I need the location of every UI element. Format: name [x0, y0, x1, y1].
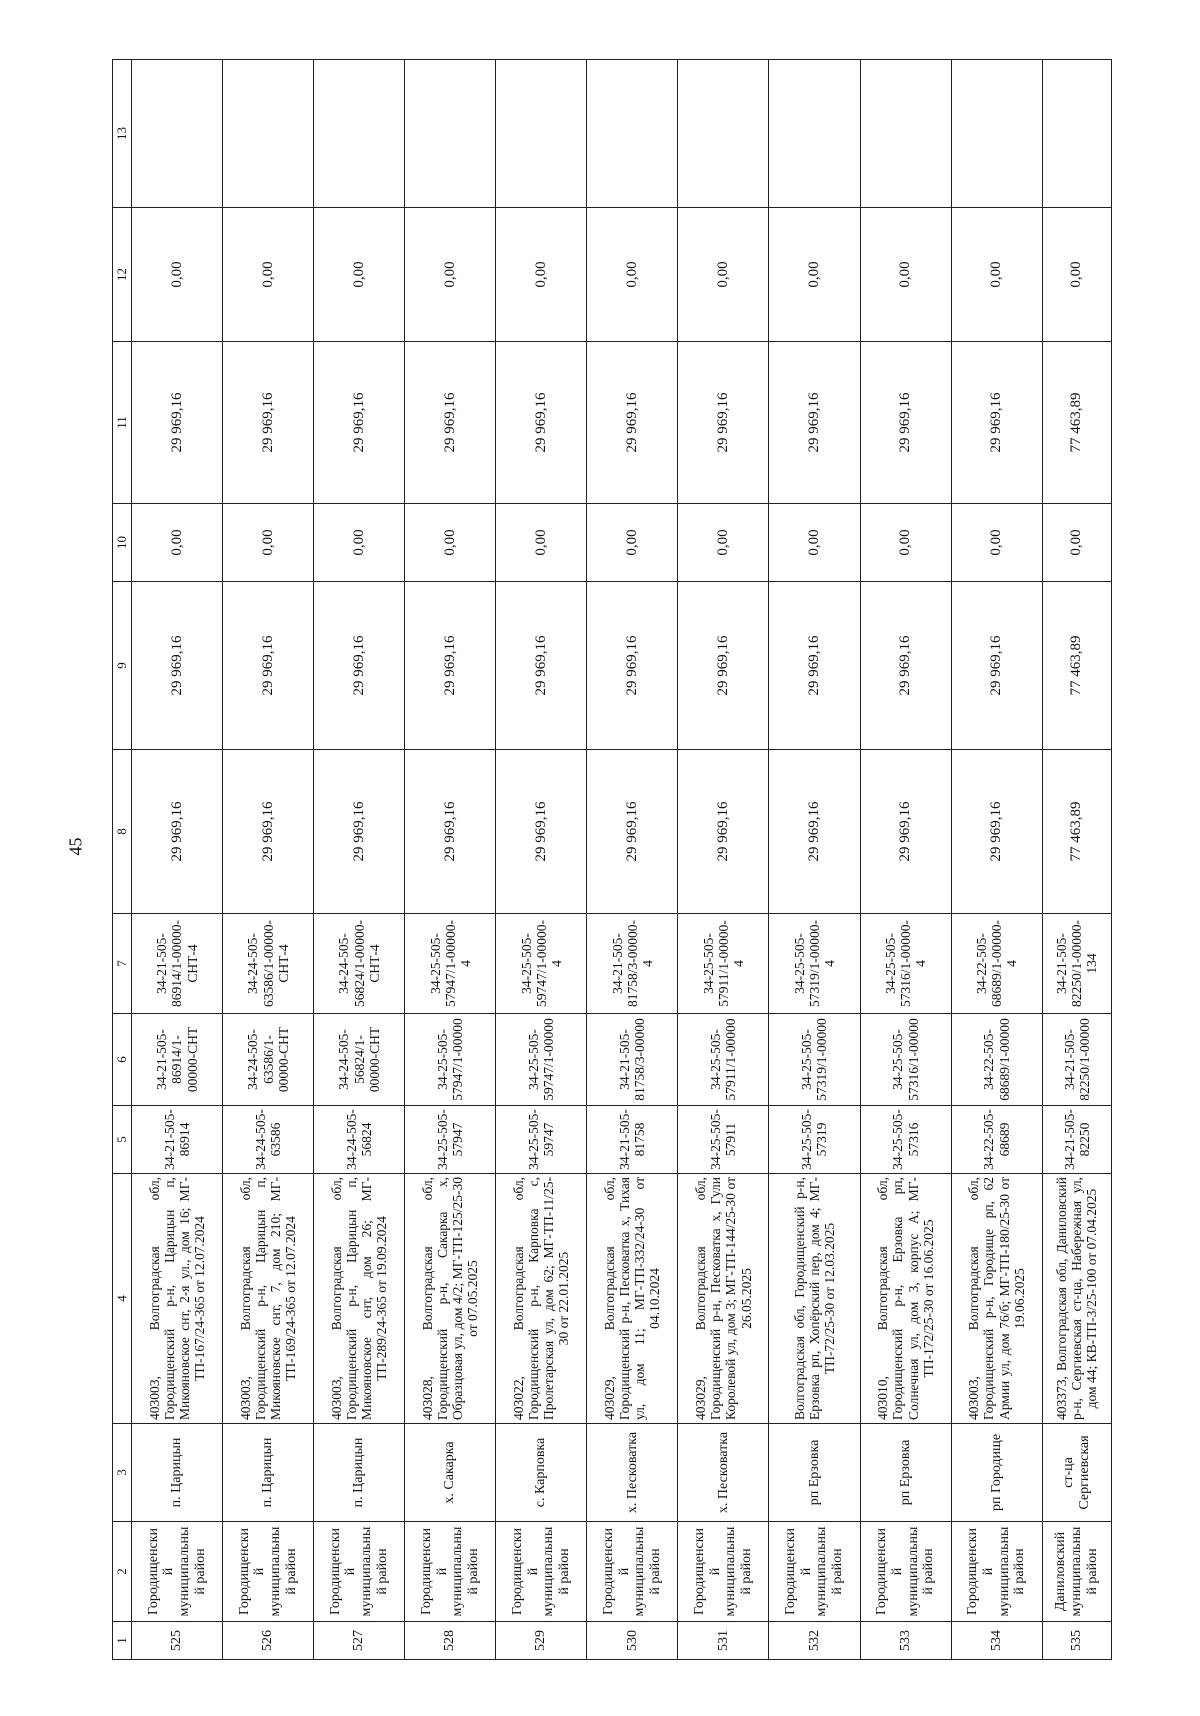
code-cell: 34-24-505-63586 — [223, 1106, 314, 1174]
amount-cell: 29 969,16 — [405, 750, 496, 914]
amount-cell: 29 969,16 — [951, 342, 1042, 504]
locality-cell: х. Сакарка — [405, 1424, 496, 1522]
row-number-cell: 533 — [860, 1622, 951, 1660]
locality-cell: п. Царицын — [314, 1424, 405, 1522]
amount-cell: 0,00 — [314, 504, 405, 582]
table-row — [223, 60, 314, 1660]
amount-cell: 29 969,16 — [314, 750, 405, 914]
amount-cell: 0,00 — [132, 208, 223, 342]
amount-cell: 29 969,16 — [132, 342, 223, 504]
amount-cell: 29 969,16 — [496, 750, 587, 914]
amount-cell: 29 969,16 — [860, 342, 951, 504]
address-cell: 403029, Волгоградская обл, Городищенский р-н, Песковатка х, Тихая ул, дом 11; МГ-ТП-332/24-30 от 04.10.2024 — [587, 1174, 678, 1424]
code-cell: 34-21-505-82250 — [1042, 1106, 1111, 1174]
district-cell: Городищенский муниципальный район — [769, 1522, 860, 1622]
amount-cell: 0,00 — [132, 504, 223, 582]
district-cell: Городищенский муниципальный район — [678, 1522, 769, 1622]
code-cell: 34-25-505-57316 — [860, 1106, 951, 1174]
address-cell: Волгоградская обл, Городищенский р-н, Ерзовка рп, Хопёрский пер, дом 4; МГ-ТП-72/25-30 от 12.03.2025 — [769, 1174, 860, 1424]
code-cell: 34-21-505-82250/1-00000 — [1042, 1014, 1111, 1106]
column-header: 13 — [113, 60, 132, 208]
row-number-cell: 532 — [769, 1622, 860, 1660]
code-cell: 34-22-505-68689/1-00000 — [951, 1014, 1042, 1106]
locality-cell: х. Песковатка — [678, 1424, 769, 1522]
district-cell: Даниловский муниципальный район — [1042, 1522, 1111, 1622]
table-row — [587, 60, 678, 1660]
code-cell: 34-21-505-81758/3-00000-4 — [587, 914, 678, 1014]
code-cell: 34-21-505-82250/1-00000-134 — [1042, 914, 1111, 1014]
amount-cell: 29 969,16 — [314, 582, 405, 750]
header-row — [113, 60, 132, 1660]
amount-cell: 0,00 — [223, 504, 314, 582]
amount-cell: 77 463,89 — [1042, 342, 1111, 504]
code-cell: 34-22-505-68689 — [951, 1106, 1042, 1174]
locality-cell: п. Царицын — [132, 1424, 223, 1522]
code-cell: 34-25-505-57947/1-00000 — [405, 1014, 496, 1106]
rotated-table-container — [112, 60, 1112, 1660]
column-header: 12 — [113, 208, 132, 342]
table-row — [132, 60, 223, 1660]
column-header: 7 — [113, 914, 132, 1014]
amount-cell: 0,00 — [496, 504, 587, 582]
table-row — [678, 60, 769, 1660]
code-cell: 34-25-505-57319 — [769, 1106, 860, 1174]
column-header: 6 — [113, 1014, 132, 1106]
amount-cell: 0,00 — [587, 208, 678, 342]
amount-cell: 0,00 — [1042, 208, 1111, 342]
row-number-cell: 531 — [678, 1622, 769, 1660]
amount-cell: 0,00 — [678, 504, 769, 582]
table-row — [951, 60, 1042, 1660]
amount-cell: 29 969,16 — [860, 582, 951, 750]
amount-cell: 0,00 — [951, 208, 1042, 342]
code-cell: 34-24-505-56824/1-00000-СНТ-4 — [314, 914, 405, 1014]
amount-cell: 29 969,16 — [951, 750, 1042, 914]
amount-cell: 29 969,16 — [132, 750, 223, 914]
empty-cell — [496, 60, 587, 208]
empty-cell — [769, 60, 860, 208]
empty-cell — [405, 60, 496, 208]
column-header: 3 — [113, 1424, 132, 1522]
amount-cell: 0,00 — [769, 504, 860, 582]
amount-cell: 0,00 — [405, 208, 496, 342]
address-cell: 403003, Волгоградская обл, Городищенский р-н, Царицын п, Микояновское снт, 2-я ул., дом 16; МГ-ТП-167/24-365 от 12.07.2024 — [132, 1174, 223, 1424]
table-body — [113, 60, 1112, 1660]
table-row — [1042, 60, 1111, 1660]
amount-cell: 0,00 — [769, 208, 860, 342]
amount-cell: 0,00 — [678, 208, 769, 342]
amount-cell: 77 463,89 — [1042, 582, 1111, 750]
code-cell: 34-21-505-86914 — [132, 1106, 223, 1174]
code-cell: 34-25-505-57319/1-00000 — [769, 1014, 860, 1106]
amount-cell: 29 969,16 — [405, 342, 496, 504]
row-number-cell: 534 — [951, 1622, 1042, 1660]
code-cell: 34-22-505-68689/1-00000-4 — [951, 914, 1042, 1014]
table-row — [405, 60, 496, 1660]
code-cell: 34-25-505-57911/1-00000 — [678, 1014, 769, 1106]
row-number-cell: 530 — [587, 1622, 678, 1660]
amount-cell: 29 969,16 — [587, 342, 678, 504]
amount-cell: 29 969,16 — [405, 582, 496, 750]
address-cell: 403022, Волгоградская обл, Городищенский р-н, Карповка с, Пролетарская ул, дом 62; МГ-ТП-11/25-30 от 22.01.2025 — [496, 1174, 587, 1424]
data-table — [112, 59, 1112, 1660]
address-cell: 403003, Волгоградская обл, Городищенский р-н, Городище рп, 62 Армии ул, дом 76/б; МГ-ТП-180/25-30 от 19.06.2025 — [951, 1174, 1042, 1424]
locality-cell: рп Ерзовка — [769, 1424, 860, 1522]
amount-cell: 77 463,89 — [1042, 750, 1111, 914]
locality-cell: ст-ца Сергиевская — [1042, 1424, 1111, 1522]
amount-cell: 29 969,16 — [678, 582, 769, 750]
code-cell: 34-21-505-81758/3-00000 — [587, 1014, 678, 1106]
column-header: 4 — [113, 1174, 132, 1424]
row-number-cell: 526 — [223, 1622, 314, 1660]
column-header: 11 — [113, 342, 132, 504]
address-cell: 403029, Волгоградская обл, Городищенский р-н, Песковатка х, Гули Королевой ул, дом 3; МГ-ТП-144/25-30 от 26.05.2025 — [678, 1174, 769, 1424]
empty-cell — [223, 60, 314, 208]
address-cell: 403003, Волгоградская обл, Городищенский р-н, Царицын п, Микояновское снт, 7, дом 210; МГ-ТП-169/24-365 от 12.07.2024 — [223, 1174, 314, 1424]
district-cell: Городищенский муниципальный район — [587, 1522, 678, 1622]
address-cell: 403003, Волгоградская обл, Городищенский р-н, Царицын п, Микояновское снт, дом 26; МГ-ТП-289/24-365 от 19.09.2024 — [314, 1174, 405, 1424]
amount-cell: 29 969,16 — [769, 342, 860, 504]
code-cell: 34-24-505-56824 — [314, 1106, 405, 1174]
district-cell: Городищенский муниципальный район — [951, 1522, 1042, 1622]
amount-cell: 29 969,16 — [314, 342, 405, 504]
amount-cell: 29 969,16 — [223, 342, 314, 504]
page-number: 45 — [65, 837, 86, 855]
row-number-cell: 529 — [496, 1622, 587, 1660]
code-cell: 34-25-505-57316/1-00000 — [860, 1014, 951, 1106]
amount-cell: 29 969,16 — [587, 750, 678, 914]
code-cell: 34-25-505-57316/1-00000-4 — [860, 914, 951, 1014]
empty-cell — [132, 60, 223, 208]
district-cell: Городищенский муниципальный район — [405, 1522, 496, 1622]
code-cell: 34-24-505-63586/1-00000-СНТ-4 — [223, 914, 314, 1014]
empty-cell — [860, 60, 951, 208]
code-cell: 34-25-505-59747 — [496, 1106, 587, 1174]
column-header: 5 — [113, 1106, 132, 1174]
column-header: 8 — [113, 750, 132, 914]
table-row — [496, 60, 587, 1660]
row-number-cell: 535 — [1042, 1622, 1111, 1660]
amount-cell: 29 969,16 — [587, 582, 678, 750]
code-cell: 34-25-505-57947 — [405, 1106, 496, 1174]
address-cell: 403028, Волгоградская обл, Городищенский р-н, Сакарка х, Образцовая ул, дом 4/2; МГ-ТП-125/25-30 от 07.05.2025 — [405, 1174, 496, 1424]
row-number-cell: 528 — [405, 1622, 496, 1660]
address-cell: 403373, Волгоградская обл, Даниловский р-н, Сергиевская ст-ца, Набережная ул, дом 44; КВ-ТП-3/25-100 от 07.04.2025 — [1042, 1174, 1111, 1424]
locality-cell: х. Песковатка — [587, 1424, 678, 1522]
amount-cell: 29 969,16 — [951, 582, 1042, 750]
row-number-cell: 525 — [132, 1622, 223, 1660]
column-header: 2 — [113, 1522, 132, 1622]
code-cell: 34-21-505-81758 — [587, 1106, 678, 1174]
amount-cell: 0,00 — [1042, 504, 1111, 582]
code-cell: 34-25-505-57947/1-00000-4 — [405, 914, 496, 1014]
row-number-cell: 527 — [314, 1622, 405, 1660]
locality-cell: рп Городище — [951, 1424, 1042, 1522]
code-cell: 34-25-505-59747/1-00000-4 — [496, 914, 587, 1014]
code-cell: 34-25-505-59747/1-00000 — [496, 1014, 587, 1106]
amount-cell: 0,00 — [223, 208, 314, 342]
locality-cell: с. Карповка — [496, 1424, 587, 1522]
empty-cell — [314, 60, 405, 208]
locality-cell: рп Ерзовка — [860, 1424, 951, 1522]
column-header: 9 — [113, 582, 132, 750]
code-cell: 34-25-505-57319/1-00000-4 — [769, 914, 860, 1014]
amount-cell: 29 969,16 — [769, 582, 860, 750]
district-cell: Городищенский муниципальный район — [132, 1522, 223, 1622]
column-header: 1 — [113, 1622, 132, 1660]
empty-cell — [1042, 60, 1111, 208]
amount-cell: 0,00 — [496, 208, 587, 342]
amount-cell: 0,00 — [860, 208, 951, 342]
code-cell: 34-25-505-57911 — [678, 1106, 769, 1174]
empty-cell — [678, 60, 769, 208]
district-cell: Городищенский муниципальный район — [223, 1522, 314, 1622]
amount-cell: 0,00 — [951, 504, 1042, 582]
table-row — [860, 60, 951, 1660]
code-cell: 34-24-505-63586/1-00000-СНТ — [223, 1014, 314, 1106]
amount-cell: 0,00 — [405, 504, 496, 582]
table-row — [314, 60, 405, 1660]
amount-cell: 0,00 — [314, 208, 405, 342]
amount-cell: 29 969,16 — [496, 342, 587, 504]
table-row — [769, 60, 860, 1660]
column-header: 10 — [113, 504, 132, 582]
code-cell: 34-21-505-86914/1-00000-СНТ — [132, 1014, 223, 1106]
empty-cell — [951, 60, 1042, 208]
amount-cell: 0,00 — [860, 504, 951, 582]
amount-cell: 29 969,16 — [132, 582, 223, 750]
amount-cell: 0,00 — [587, 504, 678, 582]
amount-cell: 29 969,16 — [223, 582, 314, 750]
locality-cell: п. Царицын — [223, 1424, 314, 1522]
code-cell: 34-24-505-56824/1-00000-СНТ — [314, 1014, 405, 1106]
code-cell: 34-21-505-86914/1-00000-СНТ-4 — [132, 914, 223, 1014]
code-cell: 34-25-505-57911/1-00000-4 — [678, 914, 769, 1014]
amount-cell: 29 969,16 — [223, 750, 314, 914]
amount-cell: 29 969,16 — [496, 582, 587, 750]
amount-cell: 29 969,16 — [860, 750, 951, 914]
amount-cell: 29 969,16 — [678, 342, 769, 504]
district-cell: Городищенский муниципальный район — [314, 1522, 405, 1622]
amount-cell: 29 969,16 — [769, 750, 860, 914]
district-cell: Городищенский муниципальный район — [496, 1522, 587, 1622]
district-cell: Городищенский муниципальный район — [860, 1522, 951, 1622]
address-cell: 403010, Волгоградская обл, Городищенский р-н, Ерзовка рп, Солнечная ул, дом 3, корпус А; МГ-ТП-172/25-30 от 16.06.2025 — [860, 1174, 951, 1424]
empty-cell — [587, 60, 678, 208]
amount-cell: 29 969,16 — [678, 750, 769, 914]
